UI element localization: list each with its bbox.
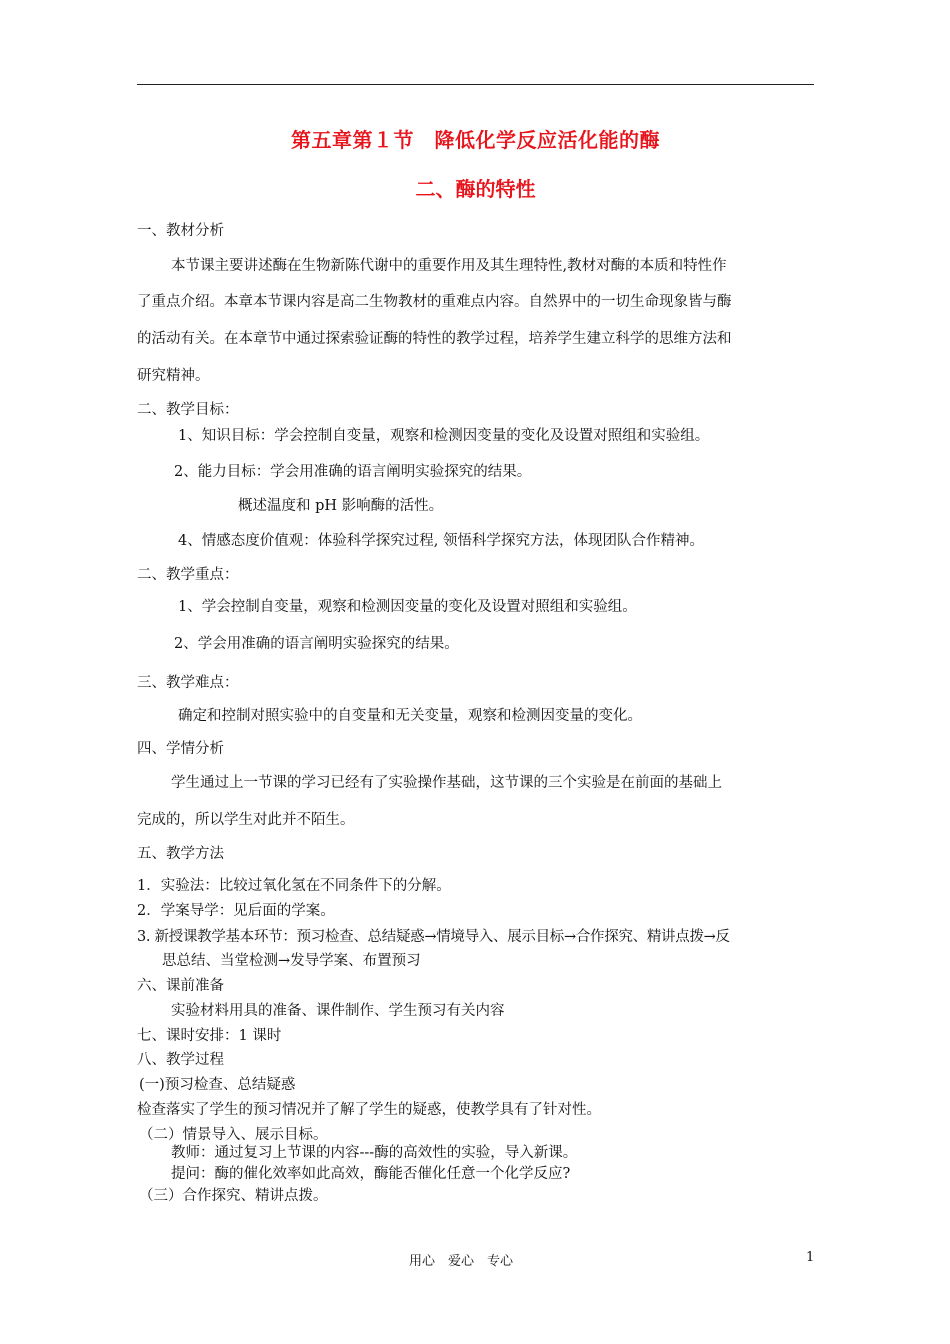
heading-schedule: 七、课时安排：1 课时 xyxy=(137,1028,282,1044)
heading-textbook-analysis: 一、教材分析 xyxy=(137,223,224,239)
section-subtitle: 二、酶的特性 xyxy=(415,177,536,201)
heading-student-analysis: 四、学情分析 xyxy=(137,741,224,757)
process-text: 检查落实了学生的预习情况并了解了学生的疑惑，使教学具有了针对性。 xyxy=(137,1102,601,1118)
goal-item: 1、知识目标：学会控制自变量，观察和检测因变量的变化及设置对照组和实验组。 xyxy=(178,428,710,444)
header-rule xyxy=(137,84,814,85)
footer-motto: 用心 爱心 专心 xyxy=(409,1254,514,1269)
method-item: 2．学案导学：见后面的学案。 xyxy=(137,903,335,919)
heading-teaching-process: 八、教学过程 xyxy=(137,1052,224,1068)
heading-difficult-points: 三、教学难点： xyxy=(137,675,239,691)
process-step: （二）情景导入、展示目标。 xyxy=(139,1127,328,1143)
process-text: 提问：酶的催化效率如此高效，酶能否催化任意一个化学反应? xyxy=(171,1166,571,1182)
paragraph-line: 本节课主要讲述酶在生物新陈代谢中的重要作用及其生理特性,教材对酶的本质和特性作 xyxy=(171,258,727,274)
method-item: 3. 新授课教学基本环节：预习检查、总结疑惑→情境导入、展示目标→合作探究、精讲点拨→反 xyxy=(137,929,730,945)
method-item: 1．实验法：比较过氧化氢在不同条件下的分解。 xyxy=(137,878,451,894)
heading-teaching-methods: 五、教学方法 xyxy=(137,846,224,862)
page-number: 1 xyxy=(806,1250,815,1265)
document-title: 第五章第１节 降低化学反应活化能的酶 xyxy=(291,128,660,152)
preparation-item: 实验材料用具的准备、课件制作、学生预习有关内容 xyxy=(171,1003,505,1019)
key-point-item: 2、学会用准确的语言阐明实验探究的结果。 xyxy=(174,636,459,652)
paragraph-line: 研究精神。 xyxy=(137,368,210,384)
heading-key-points: 二、教学重点： xyxy=(137,567,239,583)
method-item-continuation: 思总结、当堂检测→发导学案、布置预习 xyxy=(162,953,421,969)
key-point-item: 1、学会控制自变量，观察和检测因变量的变化及设置对照组和实验组。 xyxy=(178,599,637,615)
heading-teaching-goals: 二、教学目标： xyxy=(137,402,239,418)
difficult-point-item: 确定和控制对照实验中的自变量和无关变量，观察和检测因变量的变化。 xyxy=(178,708,642,724)
paragraph-line: 了重点介绍。本章本节课内容是高二生物教材的重难点内容。自然界中的一切生命现象皆与酶 xyxy=(137,294,732,310)
goal-item: 2、能力目标：学会用准确的语言阐明实验探究的结果。 xyxy=(174,464,532,480)
goal-item: 概述温度和 pH 影响酶的活性。 xyxy=(238,498,444,514)
goal-item: 4、情感态度价值观：体验科学探究过程, 领悟科学探究方法，体现团队合作精神。 xyxy=(178,533,704,549)
process-text: 教师：通过复习上节课的内容---酶的高效性的实验，导入新课。 xyxy=(171,1145,578,1161)
paragraph-line: 完成的，所以学生对此并不陌生。 xyxy=(137,812,355,828)
paragraph-line: 的活动有关。在本章节中通过探索验证酶的特性的教学过程，培养学生建立科学的思维方法和 xyxy=(137,331,732,347)
heading-preparation: 六、课前准备 xyxy=(137,978,224,994)
process-step: (一)预习检查、总结疑惑 xyxy=(139,1077,296,1093)
process-step: （三）合作探究、精讲点拨。 xyxy=(139,1188,328,1204)
paragraph-line: 学生通过上一节课的学习已经有了实验操作基础，这节课的三个实验是在前面的基础上 xyxy=(171,775,722,791)
